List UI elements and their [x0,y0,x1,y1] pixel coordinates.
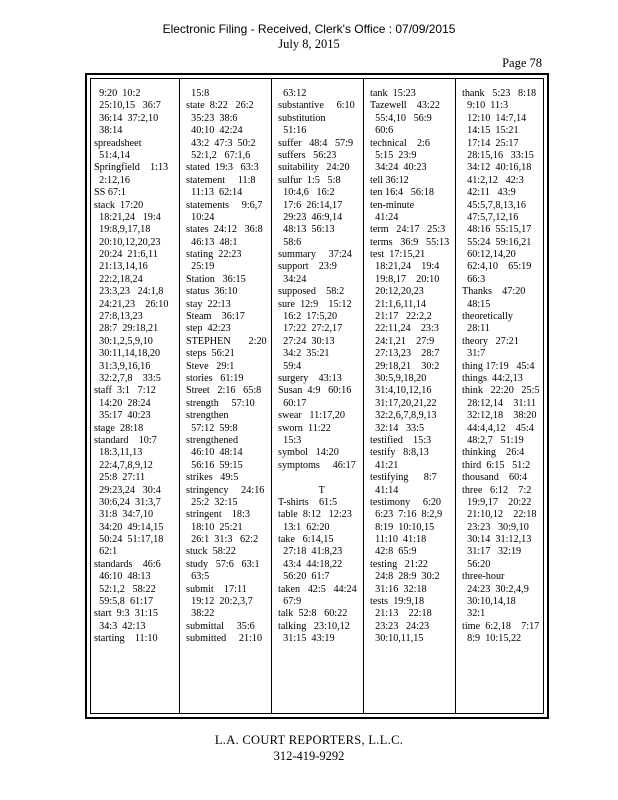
index-entry: 41:2,12 42:3 [462,174,524,186]
index-entry: talk 52:8 60:22 [278,608,348,620]
index-entry: 31:7 [462,348,486,360]
index-entry: 28:12,14 31:11 [462,397,537,409]
index-entry: 58:6 [278,236,302,248]
index-entry: 18:21,24 19:4 [94,211,161,223]
index-entry: submitted 21:10 [186,633,263,645]
index-entry: 66:3 [462,273,486,285]
index-entry: 15:8 [186,88,210,99]
index-entry: things 44:2,13 [462,372,523,384]
index-entry: 48:13 56:13 [278,224,335,236]
index-entry: 31:17,20,21,22 [370,397,437,409]
index-entry: thank 5:23 8:18 [462,88,537,99]
index-entry: submittal 35:6 [186,620,255,632]
index-entry: 28:7 29:18,21 [94,323,159,335]
index-entry: Thanks 47:20 [462,286,526,298]
index-entry: 10:24 [186,211,215,223]
index-entry: 67:9 [278,596,302,608]
index-entry: stringency 24:16 [186,484,265,496]
index-entry: thousand 60:4 [462,472,528,484]
index-entry: standards 46:6 [94,558,161,570]
index-entry: 28:11 [462,323,490,335]
index-entry: 20:24 21:6,11 [94,249,158,261]
index-entry: 38:22 [186,608,215,620]
index-entry: 8:9 10:15,22 [462,633,522,645]
index-entry: thing 17:19 45:4 [462,360,535,372]
index-entry: 34:24 [278,273,307,285]
index-entry: stated 19:3 63:3 [186,162,259,174]
index-entry [278,472,370,484]
index-entry: sure 12:9 15:12 [278,298,352,310]
index-entry: 55:24 59:16,21 [462,236,532,248]
index-entry: status 36:10 [186,286,238,298]
index-entry: 17:14 25:17 [462,137,519,149]
index-entry: stuck 58:22 [186,546,236,558]
index-entry: statement 11:8 [186,174,256,186]
index-entry: states 24:12 36:8 [186,224,263,236]
index-entry: SS 67:1 [94,187,126,199]
index-entry: 8:19 10:10,15 [370,521,435,533]
index-entry: 41:24 [370,211,399,223]
index-entry: ten 16:4 56:18 [370,187,434,199]
index-entry: 57:12 59:8 [186,422,238,434]
index-entry: third 6:15 51:2 [462,459,531,471]
index-entry: 63:12 [278,88,307,99]
index-entry: staff 3:1 7:12 [94,385,156,397]
index-entry: three-hour [462,571,505,583]
index-entry: 22:2,18,24 [94,273,143,285]
index-entry: 20:10,12,20,23 [94,236,161,248]
index-entry: 48:16 55:15,17 [462,224,532,236]
index-entry: 11:13 62:14 [186,187,243,199]
index-entry: tests 19:9,18 [370,596,425,608]
index-entry: 14:20 28:24 [94,397,151,409]
index-entry: thinking 26:4 [462,447,525,459]
index-entry: 19:8,9,17,18 [94,224,151,236]
index-column-5 [462,88,554,646]
index-entry: spreadsheet [94,137,142,149]
index-entry: 30:14 31:12,13 [462,534,532,546]
index-entry: symptoms 46:17 [278,459,356,471]
index-entry: 25:2 32:15 [186,496,238,508]
index-entry: time 6:2,18 7:17 [462,620,540,632]
index-entry: strikes 49:5 [186,472,239,484]
index-column-3 [278,88,370,646]
index-entry: 56:16 59:15 [186,459,243,471]
index-entry: 52:1,2 58:22 [94,583,156,595]
index-entry: 30:10,14,18 [462,596,516,608]
index-entry: theoretically [462,311,513,323]
index-entry: 31:3,9,16,16 [94,360,151,372]
index-entry: 25:10,15 36:7 [94,100,161,112]
index-entry: 27:13,23 28:7 [370,348,440,360]
index-entry: 18:10 25:21 [186,521,243,533]
index-entry: starting 11:10 [94,633,158,645]
index-entry: testimony 6:20 [370,496,442,508]
index-entry: suitability 24:20 [278,162,350,174]
index-entry: start 9:3 31:15 [94,608,158,620]
index-column-2 [186,88,278,646]
index-entry: theory 27:21 [462,335,519,347]
index-entry: 10:4,6 16:2 [278,187,335,199]
index-entry: 36:14 37:2,10 [94,112,159,124]
index-entry: 35:23 38:6 [186,112,238,124]
index-entry: 56:20 [462,558,491,570]
index-column-1 [94,88,186,646]
index-entry: 19:9,17 20:22 [462,496,532,508]
index-entry: 30:6,24 31:3,7 [94,496,161,508]
index-entry: substitution [278,112,326,124]
index-entry: 25:8 27:11 [94,472,146,484]
index-entry: 60:17 [278,397,307,409]
index-inner-frame [90,78,544,714]
index-entry: terms 36:9 55:13 [370,236,450,248]
index-entry: stay 22:13 [186,298,231,310]
index-entry: 21:17 22:2,2 [370,311,432,323]
index-column-4 [370,88,462,646]
index-entry: 27:18 41:8,23 [278,546,343,558]
index-entry: 24:21,23 26:10 [94,298,169,310]
index-entry: 28:15,16 33:15 [462,149,534,161]
index-entry: 32:12,18 38:20 [462,410,537,422]
index-entry: 30:5,9,18,20 [370,372,427,384]
index-entry: Station 36:15 [186,273,246,285]
index-entry: 31:17 32:19 [462,546,522,558]
index-entry: 27:24 30:13 [278,335,335,347]
index-entry: suffers 56:23 [278,149,337,161]
index-entry: 30:11,14,18,20 [94,348,161,360]
index-entry: technical 2:6 [370,137,430,149]
index-entry: think 22:20 25:5 [462,385,540,397]
index-entry: 47:5,7,12,16 [462,211,519,223]
index-entry: 9:20 10:2 [94,88,141,99]
index-entry: surgery 43:13 [278,372,342,384]
index-entry: 41:21 [370,459,399,471]
index-entry: 2:12,16 [94,174,130,186]
index-entry: ten-minute [370,199,415,211]
index-entry: suffer 48:4 57:9 [278,137,354,149]
index-entry: 51:16 [278,125,307,137]
index-entry: 30:1,2,5,9,10 [94,335,153,347]
index-entry: steps 56:21 [186,348,235,360]
index-entry: statements 9:6,7 [186,199,263,211]
index-entry: 20:12,20,23 [370,286,424,298]
index-entry: term 24:17 25:3 [370,224,446,236]
index-entry: table 8:12 12:23 [278,509,352,521]
index-entry: 25:19 [186,261,215,273]
index-entry: 21:1,6,11,14 [370,298,426,310]
index-entry: 17:6 26:14,17 [278,199,343,211]
index-entry: 21:10,12 22:18 [462,509,537,521]
index-entry: 23:3,23 24:1,8 [94,286,164,298]
index-entry: take 6:14,15 [278,534,334,546]
index-entry: 24:1,21 27:9 [370,335,435,347]
index-entry: 19:8,17 20:10 [370,273,440,285]
index-entry: 34:12 40:16,18 [462,162,532,174]
index-entry: 60:6 [370,125,394,137]
index-entry: 29:18,21 30:2 [370,360,440,372]
index-entry: 59:5,8 61:17 [94,596,154,608]
index-entry: 40:10 42:24 [186,125,243,137]
index-entry: 43:2 47:3 50:2 [186,137,256,149]
index-entry: 63:5 [186,571,210,583]
index-entry: state 8:22 26:2 [186,100,254,112]
index-entry: 21:13 22:18 [370,608,432,620]
index-entry: 46:10 48:13 [94,571,151,583]
index-entry: stories 61:19 [186,372,244,384]
index-entry: stringent 18:3 [186,509,250,521]
index-entry: 62:4,10 65:19 [462,261,532,273]
index-entry: summary 37:24 [278,249,352,261]
index-entry: STEPHEN 2:20 [186,335,267,347]
index-entry: 13:1 62:20 [278,521,330,533]
index-entry: three 6:12 7:2 [462,484,532,496]
index-entry: 62:1 [94,546,118,558]
index-entry: strengthened [186,434,239,446]
index-entry: testing 21:22 [370,558,429,570]
index-entry: 24:23 30:2,4,9 [462,583,529,595]
index-entry: support 23:9 [278,261,337,273]
index-entry: Steam 36:17 [186,311,245,323]
index-entry: 9:10 11:3 [462,100,509,112]
index-entry: 29:23 46:9,14 [278,211,343,223]
index-entry: testified 15:3 [370,434,432,446]
index-entry: 56:20 61:7 [278,571,330,583]
index-entry: stating 22:23 [186,249,242,261]
index-entry: symbol 14:20 [278,447,339,459]
index-entry: 34:3 42:13 [94,620,146,632]
reporter-name: L.A. COURT REPORTERS, L.L.C. [214,733,404,747]
index-entry: swear 11:17,20 [278,410,345,422]
transcript-date: July 8, 2015 [278,37,340,51]
index-entry: sworn 11:22 [278,422,331,434]
index-entry: 5:15 23:9 [370,149,417,161]
index-entry: tank 15:23 [370,88,416,99]
index-entry: talking 23:10,12 [278,620,350,632]
index-entry: 42:11 43:9 [462,187,516,199]
index-entry: 41:14 [370,484,399,496]
index-entry: 27:8,13,23 [94,311,143,323]
index-entry: Springfield 1:13 [94,162,169,174]
index-entry: strengthen [186,410,229,422]
index-entry: 6:23 7:16 8:2,9 [370,509,443,521]
index-entry: 22:4,7,8,9,12 [94,459,153,471]
index-entry: 23:23 24:23 [370,620,430,632]
index-entry: T [278,484,325,496]
index-entry: 15:3 [278,434,302,446]
index-entry: 34:2 35:21 [278,348,330,360]
index-entry: 31:15 43:19 [278,633,335,645]
index-entry: 34:24 40:23 [370,162,427,174]
index-entry: 30:10,11,15 [370,633,424,645]
index-entry: 31:16 32:18 [370,583,427,595]
reporter-phone: 312-419-9292 [273,749,345,763]
index-entry: 32:2,7,8 33:5 [94,372,161,384]
index-entry: Tazewell 43:22 [370,100,441,112]
index-entry: T-shirts 61:5 [278,496,338,508]
index-entry: testify 8:8,13 [370,447,429,459]
page-number: Page 78 [502,56,542,70]
index-entry: testifying 8:7 [370,472,437,484]
index-entry: 51:4,14 [94,149,130,161]
index-entry: 21:13,14,16 [94,261,148,273]
index-entry: 18:3,11,13 [94,447,143,459]
index-entry: submit 17:11 [186,583,247,595]
index-entry: 32:2,6,7,8,9,13 [370,410,437,422]
index-entry: 52:1,2 67:1,6 [186,149,251,161]
index-entry: standard 10:7 [94,434,157,446]
index-entry: 23:23 30:9,10 [462,521,529,533]
index-entry: Susan 4:9 60:16 [278,385,352,397]
index-entry: 16:2 17:5,20 [278,311,338,323]
index-entry: stack 17:20 [94,199,144,211]
index-entry: 11:10 41:18 [370,534,427,546]
index-entry: strength 57:10 [186,397,255,409]
filing-stamp-header: Electronic Filing - Received, Clerk's Office : 07/09/2015 [162,22,456,36]
index-entry: 55:4,10 56:9 [370,112,432,124]
index-entry: 12:10 14:7,14 [462,112,527,124]
index-entry: 26:1 31:3 62:2 [186,534,259,546]
index-entry: 18:21,24 19:4 [370,261,440,273]
index-entry: taken 42:5 44:24 [278,583,357,595]
index-entry: 35:17 40:23 [94,410,151,422]
index-entry: 38:14 [94,125,123,137]
index-entry: 22:11,24 23:3 [370,323,439,335]
index-frame [85,73,549,719]
index-entry: 32:14 33:5 [370,422,425,434]
index-entry: 45:5,7,8,13,16 [462,199,526,211]
index-entry: 14:15 15:21 [462,125,519,137]
index-entry: 31:8 34:7,10 [94,509,154,521]
index-entry: test 17:15,21 [370,249,426,261]
index-entry: 29:23,24 30:4 [94,484,161,496]
index-entry: 60:12,14,20 [462,249,516,261]
index-entry: 19:12 20:2,3,7 [186,596,253,608]
index-entry: substantive 6:10 [278,100,355,112]
index-entry: tell 36:12 [370,174,409,186]
index-entry: study 57:6 63:1 [186,558,260,570]
index-entry: 17:22 27:2,17 [278,323,343,335]
index-entry: 42:8 65:9 [370,546,417,558]
index-entry: 48:2,7 51:19 [462,434,524,446]
index-entry: 50:24 51:17,18 [94,534,164,546]
index-entry: supposed 58:2 [278,286,345,298]
index-entry: 31:4,10,12,16 [370,385,432,397]
index-entry: 34:20 49:14,15 [94,521,164,533]
index-entry: 44:4,4,12 45:4 [462,422,534,434]
index-entry: 46:10 48:14 [186,447,243,459]
index-entry: 43:4 44:18,22 [278,558,343,570]
index-entry: 46:13 48:1 [186,236,238,248]
index-entry: 59:4 [278,360,302,372]
index-entry: stage 28:18 [94,422,144,434]
index-entry: sulfur 1:5 5:8 [278,174,341,186]
index-entry: 48:15 [462,298,491,310]
index-entry: Street 2:16 65:8 [186,385,262,397]
index-entry: step 42:23 [186,323,231,335]
index-entry: 32:1 [462,608,486,620]
index-entry: Steve 29:1 [186,360,235,372]
index-entry: 24:8 28:9 30:2 [370,571,440,583]
